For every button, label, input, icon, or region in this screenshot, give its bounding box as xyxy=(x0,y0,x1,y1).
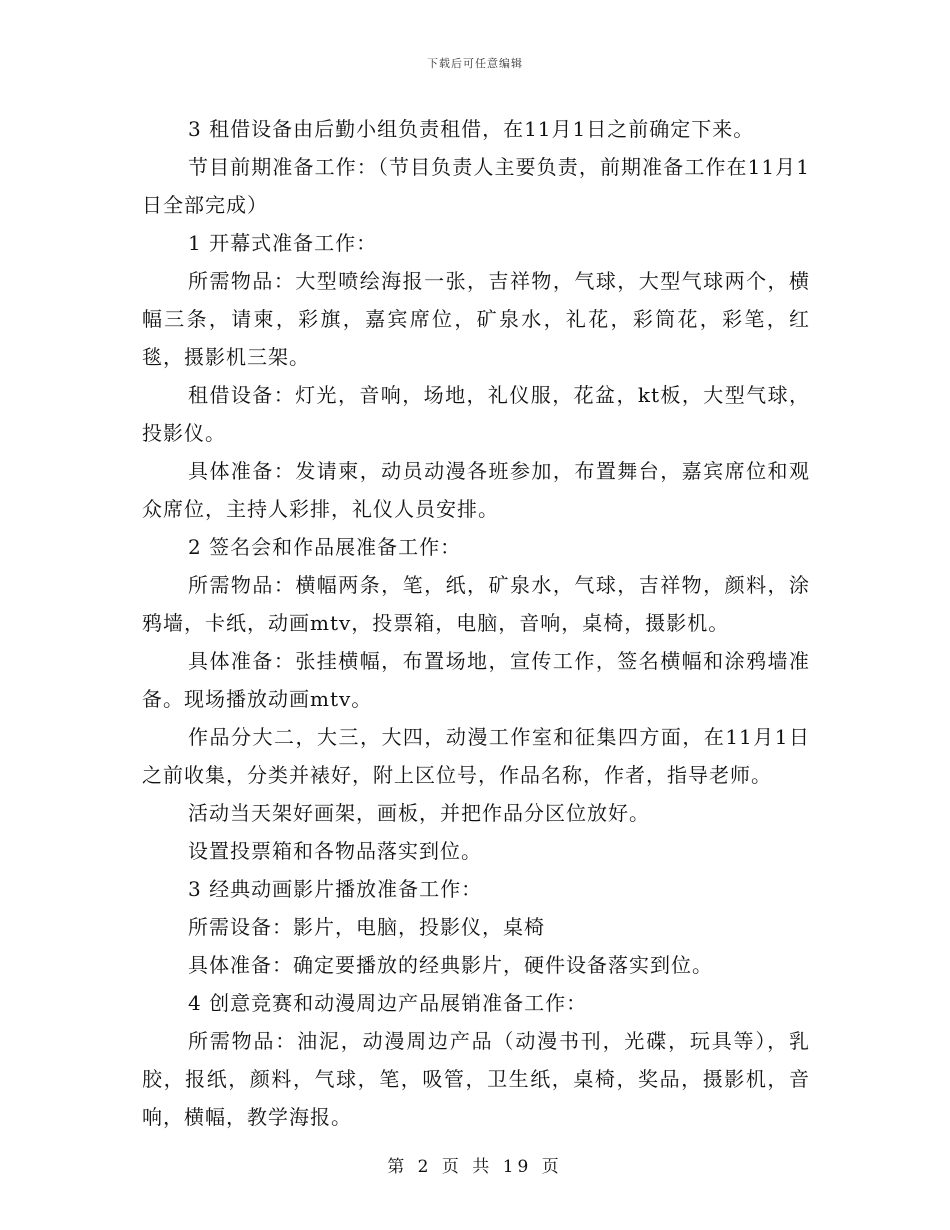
document-body xyxy=(142,110,810,1136)
paragraph: 3 租借设备由后勤小组负责租借，在11月1日之前确定下来。 xyxy=(188,117,755,141)
paragraph: 所需物品：横幅两条，笔，纸，矿泉水，气球，吉祥物，颜料，涂鸦墙，卡纸，动画mtv，投票箱，电脑，音响，桌椅，摄影机。 xyxy=(142,573,810,635)
paragraph: 节目前期准备工作：（节目负责人主要负责，前期准备工作在11月1日全部完成） xyxy=(142,155,810,217)
page-number-footer: 第 2 页 共 19 页 xyxy=(387,1157,563,1177)
section-heading: 1 开幕式准备工作： xyxy=(188,231,378,255)
paragraph: 所需物品：大型喷绘海报一张，吉祥物，气球，大型气球两个，横幅三条，请柬，彩旗，嘉宾席位，矿泉水，礼花，彩筒花，彩笔，红毯，摄影机三架。 xyxy=(142,269,810,369)
paragraph: 作品分大二，大三，大四，动漫工作室和征集四方面，在11月1日之前收集，分类并裱好，附上区位号，作品名称，作者，指导老师。 xyxy=(142,725,810,787)
paragraph: 租借设备：灯光，音响，场地，礼仪服，花盆，kt板，大型气球，投影仪。 xyxy=(142,383,810,445)
paragraph: 具体准备：确定要播放的经典影片，硬件设备落实到位。 xyxy=(188,953,713,977)
paragraph: 所需物品：油泥，动漫周边产品（动漫书刊，光碟，玩具等），乳胶，报纸，颜料，气球，笔，吸管，卫生纸，桌椅，奖品，摄影机，音响，横幅，教学海报。 xyxy=(142,1029,810,1129)
section-heading: 2 签名会和作品展准备工作： xyxy=(188,535,462,559)
paragraph: 所需设备：影片，电脑，投影仪，桌椅 xyxy=(188,915,545,939)
page-header: 下载后可任意编辑 xyxy=(427,57,523,70)
paragraph: 具体准备：发请柬，动员动漫各班参加，布置舞台，嘉宾席位和观众席位，主持人彩排，礼仪人员安排。 xyxy=(142,459,810,521)
section-heading: 4 创意竞赛和动漫周边产品展销准备工作： xyxy=(188,991,588,1015)
paragraph: 活动当天架好画架，画板，并把作品分区位放好。 xyxy=(188,801,650,825)
paragraph: 具体准备：张挂横幅，布置场地，宣传工作，签名横幅和涂鸦墙准备。现场播放动画mtv。 xyxy=(142,649,810,711)
paragraph: 设置投票箱和各物品落实到位。 xyxy=(188,839,482,863)
section-heading: 3 经典动画影片播放准备工作： xyxy=(188,877,483,901)
